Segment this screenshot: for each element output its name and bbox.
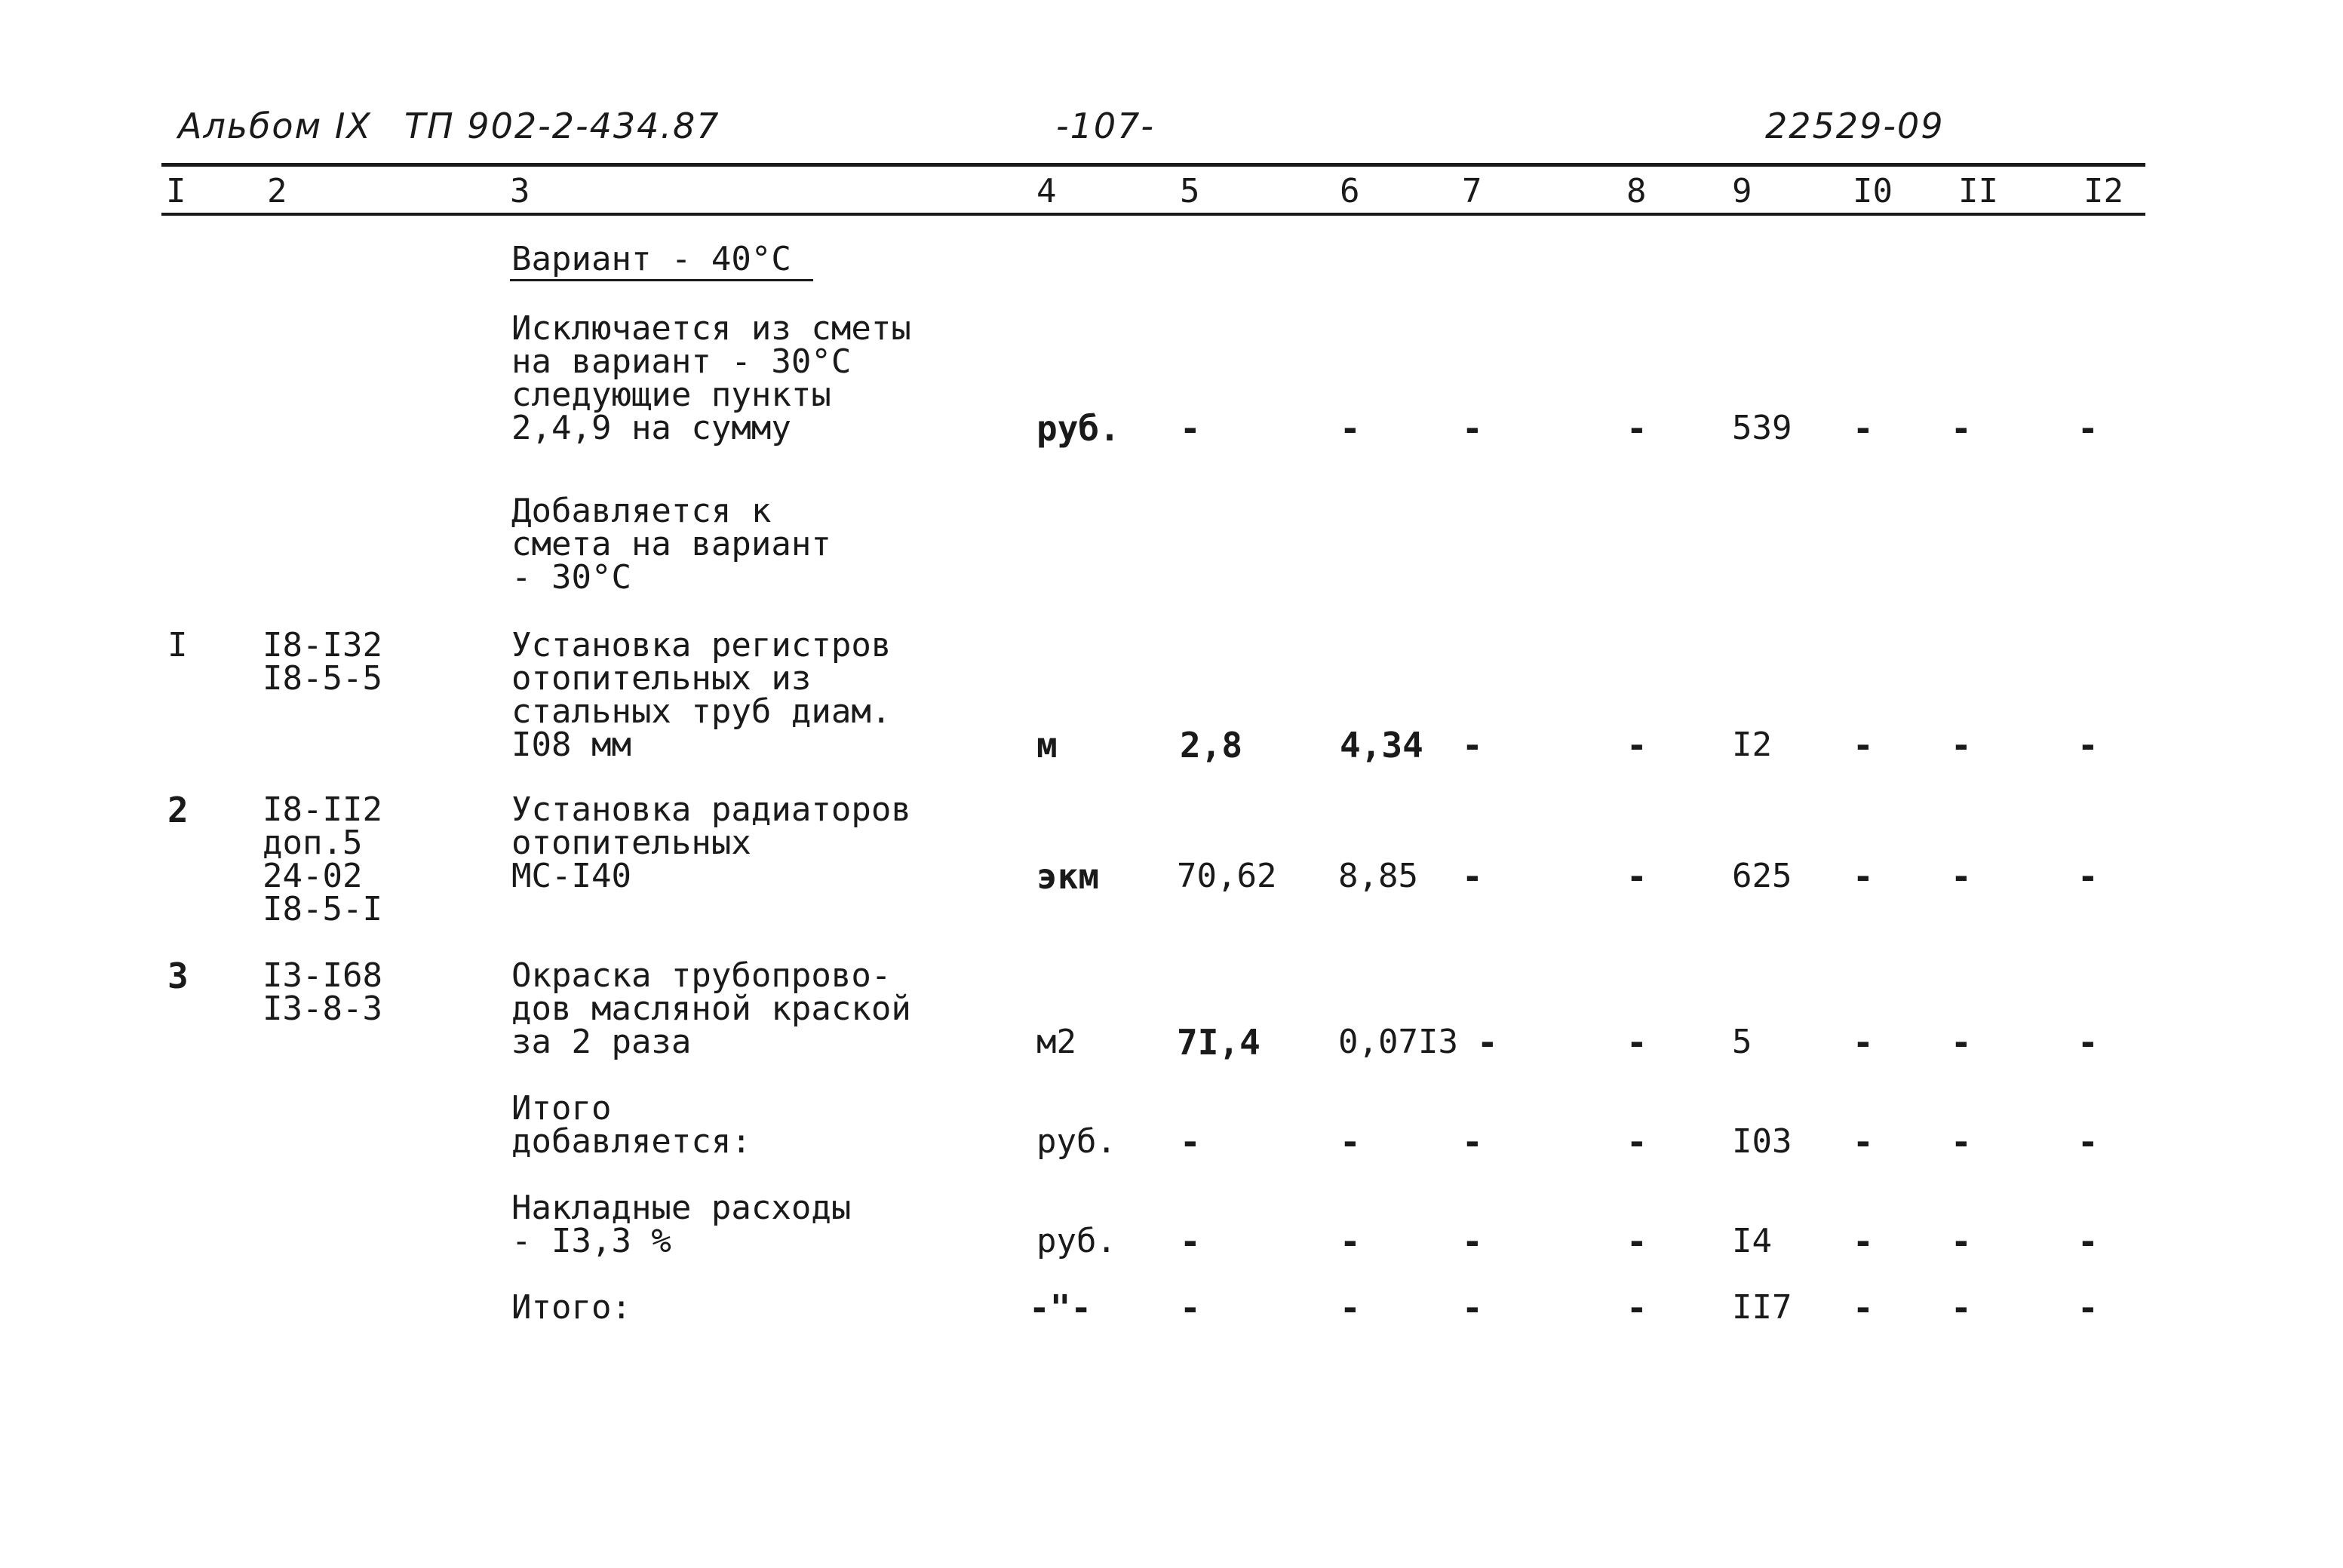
- header-top-rule: [161, 163, 2145, 167]
- col12-cell: -: [2077, 1122, 2099, 1162]
- col10-cell: -: [1853, 1022, 1874, 1063]
- total-label: Итого: [511, 1089, 612, 1128]
- row-code: I8-5-I: [263, 890, 382, 928]
- unit-cell: руб.: [1036, 1122, 1116, 1161]
- document-code: 22529-09: [1765, 106, 1945, 146]
- col11-cell: -: [1951, 856, 1972, 897]
- unit-cell: руб.: [1036, 1222, 1116, 1260]
- col9-cell: 539: [1732, 409, 1792, 447]
- col6-cell: 0,07I3: [1338, 1023, 1458, 1061]
- column-number: 5: [1180, 172, 1200, 210]
- col7-cell: -: [1477, 1022, 1498, 1063]
- row-description: Установка радиаторов: [511, 790, 911, 829]
- col10-cell: -: [1853, 1122, 1874, 1162]
- total-label: добавляется:: [511, 1122, 751, 1161]
- row-code: I3-8-3: [263, 990, 382, 1028]
- col11-cell: -: [1951, 1287, 1972, 1328]
- col11-cell: -: [1951, 725, 1972, 766]
- col6-cell: -: [1340, 1287, 1361, 1328]
- col12-cell: -: [2077, 408, 2099, 449]
- excluded-text: на вариант - 30°С: [511, 342, 852, 381]
- unit-cell: м2: [1036, 1023, 1076, 1061]
- col8-cell: -: [1626, 1022, 1647, 1063]
- unit-cell: экм: [1036, 856, 1100, 897]
- row-code: I8-I32: [263, 626, 382, 664]
- col8-cell: -: [1626, 408, 1647, 449]
- col10-cell: -: [1853, 408, 1874, 449]
- column-number: 6: [1340, 172, 1360, 210]
- col5-cell: -: [1180, 408, 1201, 449]
- row-number: I: [167, 626, 188, 664]
- row-number: 3: [167, 956, 189, 996]
- page-number: -107-: [1056, 106, 1155, 146]
- col9-cell: I4: [1732, 1222, 1772, 1260]
- variant-title: Вариант - 40°С: [511, 240, 791, 278]
- added-heading: смета на вариант: [511, 525, 831, 563]
- col11-cell: -: [1951, 1221, 1972, 1262]
- col11-cell: -: [1951, 1022, 1972, 1063]
- row-description: МС-I40: [511, 857, 631, 895]
- excluded-text: следующие пункты: [511, 376, 831, 414]
- row-number: 2: [167, 790, 189, 830]
- col7-cell: -: [1462, 725, 1483, 766]
- col12-cell: -: [2077, 856, 2099, 897]
- col11-cell: -: [1951, 1122, 1972, 1162]
- col9-cell: II7: [1732, 1288, 1792, 1327]
- col8-cell: -: [1626, 1287, 1647, 1328]
- row-code: доп.5: [263, 824, 363, 862]
- row-description: Установка регистров: [511, 626, 892, 664]
- row-description: I08 мм: [511, 726, 631, 764]
- col6-cell: 4,34: [1340, 725, 1423, 766]
- column-number: 8: [1626, 172, 1647, 210]
- col12-cell: -: [2077, 1287, 2099, 1328]
- col7-cell: -: [1462, 856, 1483, 897]
- header-bottom-rule: [161, 213, 2145, 216]
- col8-cell: -: [1626, 725, 1647, 766]
- col7-cell: -: [1462, 1122, 1483, 1162]
- unit-cell: м: [1036, 725, 1058, 766]
- col6-cell: -: [1340, 1122, 1361, 1162]
- added-heading: Добавляется к: [511, 492, 772, 530]
- grand-total-label: Итого:: [511, 1288, 631, 1327]
- col9-cell: I2: [1732, 726, 1772, 764]
- variant-title-underline: [510, 279, 813, 281]
- album-label: Альбом IX: [178, 106, 372, 146]
- column-number: I: [166, 172, 186, 210]
- excluded-text: 2,4,9 на сумму: [511, 409, 791, 447]
- column-number: I2: [2084, 172, 2123, 210]
- row-code: I3-I68: [263, 956, 382, 995]
- col5-cell: 70,62: [1177, 857, 1277, 895]
- row-description: стальных труб диам.: [511, 692, 892, 731]
- col5-cell: 2,8: [1180, 725, 1243, 766]
- col10-cell: -: [1853, 1287, 1874, 1328]
- col9-cell: I03: [1732, 1122, 1792, 1161]
- row-description: отопительных из: [511, 659, 812, 698]
- col12-cell: -: [2077, 1221, 2099, 1262]
- excluded-text: Исключается из сметы: [511, 309, 911, 348]
- added-heading: - 30°С: [511, 558, 631, 597]
- row-code: I8-II2: [263, 790, 382, 829]
- col12-cell: -: [2077, 725, 2099, 766]
- unit-cell: руб.: [1036, 408, 1120, 449]
- row-description: за 2 раза: [511, 1023, 692, 1061]
- overhead-label: - I3,3 %: [511, 1222, 671, 1260]
- col10-cell: -: [1853, 1221, 1874, 1262]
- col9-cell: 625: [1732, 857, 1792, 895]
- col7-cell: -: [1462, 1221, 1483, 1262]
- col5-cell: -: [1180, 1221, 1201, 1262]
- column-number: 4: [1036, 172, 1057, 210]
- overhead-label: Накладные расходы: [511, 1189, 852, 1227]
- col10-cell: -: [1853, 725, 1874, 766]
- col8-cell: -: [1626, 856, 1647, 897]
- unit-cell: -"-: [1029, 1287, 1092, 1328]
- column-number: 9: [1732, 172, 1752, 210]
- col9-cell: 5: [1732, 1023, 1752, 1061]
- row-description: дов масляной краской: [511, 990, 911, 1028]
- col5-cell: -: [1180, 1287, 1201, 1328]
- col7-cell: -: [1462, 408, 1483, 449]
- row-description: Окраска трубопрово-: [511, 956, 892, 995]
- row-code: I8-5-5: [263, 659, 382, 698]
- column-number: 2: [267, 172, 287, 210]
- col5-cell: -: [1180, 1122, 1201, 1162]
- column-number: 7: [1462, 172, 1482, 210]
- row-code: 24-02: [263, 857, 363, 895]
- column-number: 3: [510, 172, 530, 210]
- column-number: I0: [1853, 172, 1893, 210]
- col12-cell: -: [2077, 1022, 2099, 1063]
- col5-cell: 7I,4: [1177, 1022, 1261, 1063]
- project-code: ТП 902-2-434.87: [404, 106, 720, 146]
- col6-cell: -: [1340, 408, 1361, 449]
- column-number: II: [1958, 172, 1998, 210]
- col10-cell: -: [1853, 856, 1874, 897]
- row-description: отопительных: [511, 824, 751, 862]
- col8-cell: -: [1626, 1122, 1647, 1162]
- col6-cell: -: [1340, 1221, 1361, 1262]
- col11-cell: -: [1951, 408, 1972, 449]
- col6-cell: 8,85: [1338, 857, 1418, 895]
- col8-cell: -: [1626, 1221, 1647, 1262]
- col7-cell: -: [1462, 1287, 1483, 1328]
